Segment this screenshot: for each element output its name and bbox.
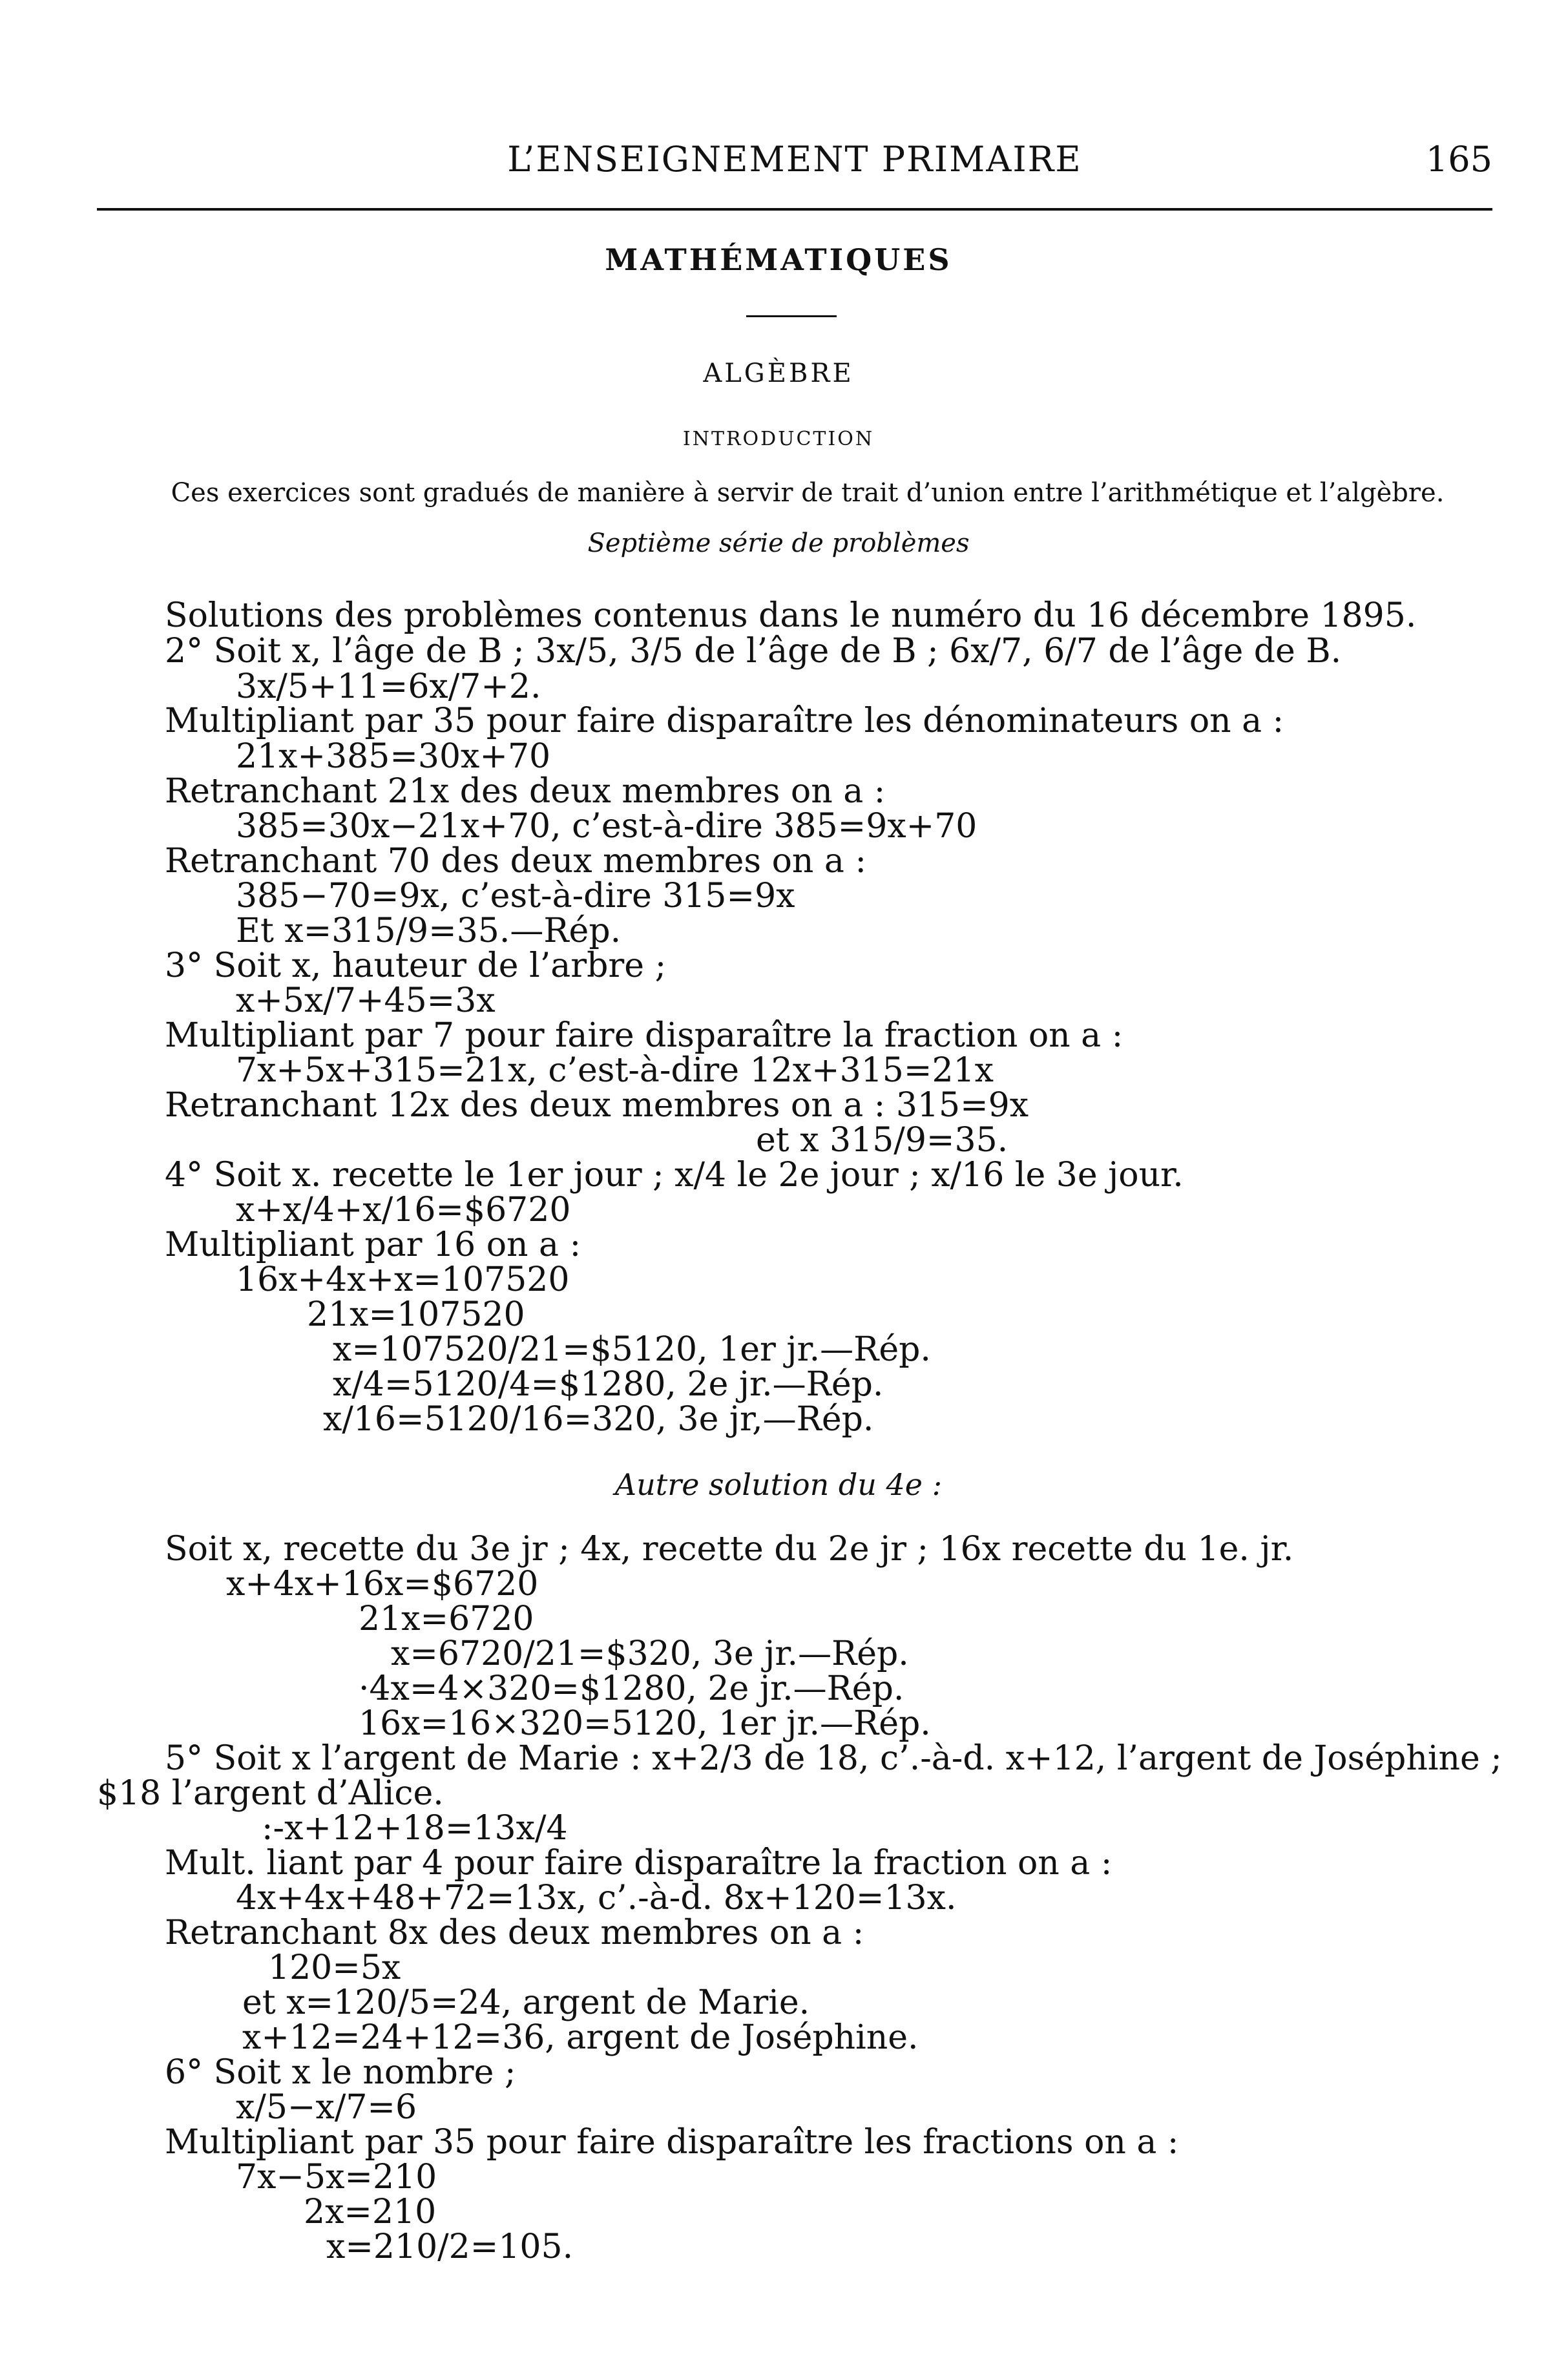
text-line: x/5−x/7=6 bbox=[236, 2088, 417, 2127]
text-line: Retranchant 12x des deux membres on a : 315=9x bbox=[165, 1086, 1029, 1125]
text-line: x=107520/21=$5120, 1er jr.—Rép. bbox=[333, 1330, 931, 1369]
text-line: 16x=16×320=5120, 1er jr.—Rép. bbox=[359, 1704, 931, 1743]
text-line: et x 315/9=35. bbox=[756, 1121, 1008, 1160]
text-line: x+4x+16x=$6720 bbox=[226, 1565, 539, 1603]
text-line: Retranchant 21x des deux membres on a : bbox=[165, 772, 886, 811]
running-title: L’ENSEIGNEMENT PRIMAIRE bbox=[507, 139, 1082, 180]
text-line: 120=5x bbox=[268, 1948, 401, 1987]
text-line: 7x−5x=210 bbox=[236, 2158, 437, 2197]
text-line: Retranchant 70 des deux membres on a : bbox=[165, 842, 866, 881]
text-line: Multipliant par 35 pour faire disparaître les fractions on a : bbox=[165, 2123, 1179, 2162]
subsection-title: ALGÈBRE bbox=[703, 359, 854, 388]
text-line: Mult. liant par 4 pour faire disparaître la fraction on a : bbox=[165, 1844, 1113, 1883]
text-line: 4x+4x+48+72=13x, c’.-à-d. 8x+120=13x. bbox=[236, 1879, 957, 1917]
text-line: 16x+4x+x=107520 bbox=[236, 1260, 570, 1299]
section-title: MATHÉMATIQUES bbox=[605, 242, 952, 277]
text-line: 2x=210 bbox=[304, 2193, 437, 2231]
text-line: Soit x, recette du 3e jr ; 4x, recette du 2e jr ; 16x recette du 1e. jr. bbox=[165, 1530, 1294, 1569]
text-line: x=210/2=105. bbox=[326, 2228, 574, 2266]
text-line: x/16=5120/16=320, 3e jr,—Rép. bbox=[323, 1400, 874, 1439]
text-line: x/4=5120/4=$1280, 2e jr.—Rép. bbox=[333, 1365, 884, 1404]
text-line: x+12=24+12=36, argent de Joséphine. bbox=[242, 2018, 919, 2057]
intro-paragraph: Ces exercices sont gradués de manière à servir de trait d’union entre l’arithmétique et l’algèbre. bbox=[171, 478, 1445, 508]
text-line: et x=120/5=24, argent de Marie. bbox=[242, 1983, 810, 2022]
page-number: 165 bbox=[1425, 139, 1492, 180]
text-line: 7x+5x+315=21x, c’est-à-dire 12x+315=21x bbox=[236, 1051, 994, 1090]
alternate-solution-title: Autre solution du 4e : bbox=[614, 1467, 943, 1502]
subsubsection-title: INTRODUCTION bbox=[682, 428, 875, 450]
text-line: Multipliant par 7 pour faire disparaître la fraction on a : bbox=[165, 1016, 1123, 1055]
text-line: Retranchant 8x des deux membres on a : bbox=[165, 1914, 864, 1952]
text-line: Multipliant par 16 on a : bbox=[165, 1226, 581, 1264]
text-line: x=6720/21=$320, 3e jr.—Rép. bbox=[391, 1634, 909, 1673]
text-line: 385=30x−21x+70, c’est-à-dire 385=9x+70 bbox=[236, 807, 977, 846]
series-title: Septième série de problèmes bbox=[587, 528, 970, 558]
text-line: Et x=315/9=35.—Rép. bbox=[236, 912, 622, 950]
text-line: 2° Soit x, l’âge de B ; 3x/5, 3/5 de l’âge de B ; 6x/7, 6/7 de l’âge de B. bbox=[165, 632, 1342, 671]
text-line: Multipliant par 35 pour faire disparaître les dénominateurs on a : bbox=[165, 702, 1284, 740]
text-line: Solutions des problèmes contenus dans le numéro du 16 décembre 1895. bbox=[165, 596, 1417, 635]
text-line: x+5x/7+45=3x bbox=[236, 981, 496, 1020]
text-line: 21x+385=30x+70 bbox=[236, 737, 551, 776]
text-line: $18 l’argent d’Alice. bbox=[97, 1774, 444, 1813]
text-line: 21x=6720 bbox=[359, 1600, 534, 1638]
text-line: 3° Soit x, hauteur de l’arbre ; bbox=[165, 946, 667, 985]
text-line: x+x/4+x/16=$6720 bbox=[236, 1191, 571, 1229]
text-line: 5° Soit x l’argent de Marie : x+2/3 de 18, c’.-à-d. x+12, l’argent de Joséphine ; bbox=[165, 1739, 1502, 1778]
text-line: 6° Soit x le nombre ; bbox=[165, 2053, 516, 2092]
text-line: 3x/5+11=6x/7+2. bbox=[236, 667, 541, 706]
text-line: 385−70=9x, c’est-à-dire 315=9x bbox=[236, 877, 795, 915]
text-line: 21x=107520 bbox=[307, 1295, 525, 1334]
text-line: 4° Soit x. recette le 1er jour ; x/4 le 2e jour ; x/16 le 3e jour. bbox=[165, 1156, 1184, 1195]
text-line: :-x+12+18=13x/4 bbox=[262, 1809, 568, 1848]
text-line: ·4x=4×320=$1280, 2e jr.—Rép. bbox=[359, 1669, 904, 1708]
